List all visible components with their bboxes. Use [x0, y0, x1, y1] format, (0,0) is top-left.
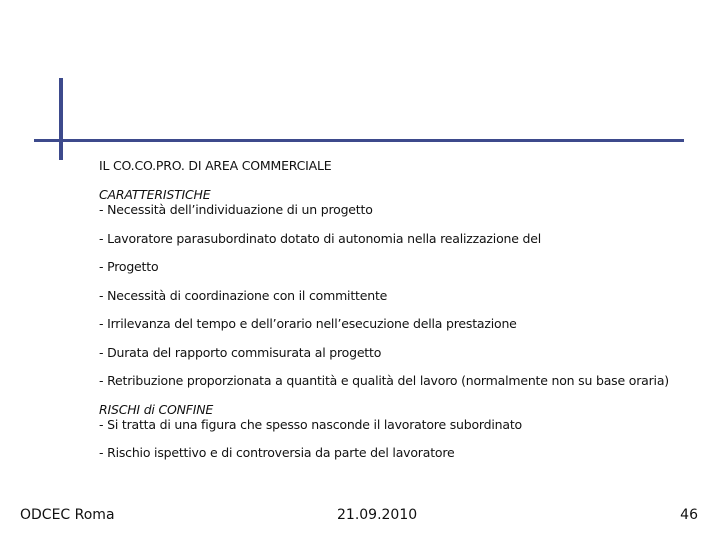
- list-item: - Durata del rapporto commisurata al progetto: [99, 344, 382, 360]
- list-item: - Progetto: [99, 259, 159, 274]
- list-item: - Si tratta di una figura che spesso nasconde il lavoratore subordinato: [99, 416, 522, 432]
- section-heading-rischi: RISCHI di CONFINE: [99, 401, 214, 417]
- decorative-vertical-line: [59, 78, 63, 160]
- list-item: - Irrilevanza del tempo e dell’orario nell’esecuzione della prestazione: [99, 316, 517, 331]
- list-item: - Necessità di coordinazione con il committente: [99, 287, 388, 303]
- list-item: - Lavoratore parasubordinato dotato di autonomia nella realizzazione del: [99, 230, 542, 246]
- list-item: - Rischio ispettivo e di controversia da parte del lavoratore: [99, 445, 455, 460]
- list-item: - Necessità dell’individuazione di un progetto: [99, 202, 373, 217]
- slide-title: IL CO.CO.PRO. DI AREA COMMERCIALE: [99, 158, 332, 173]
- decorative-horizontal-line: [34, 139, 684, 142]
- footer-date: 21.09.2010: [337, 507, 418, 523]
- footer-organization: ODCEC Roma: [20, 507, 115, 523]
- page-number: 46: [680, 507, 698, 523]
- section-heading-caratteristiche: CARATTERISTICHE: [99, 187, 211, 202]
- list-item: - Retribuzione proporzionata a quantità e qualità del lavoro (normalmente non su base oraria): [99, 373, 669, 388]
- slide-content: [99, 158, 699, 460]
